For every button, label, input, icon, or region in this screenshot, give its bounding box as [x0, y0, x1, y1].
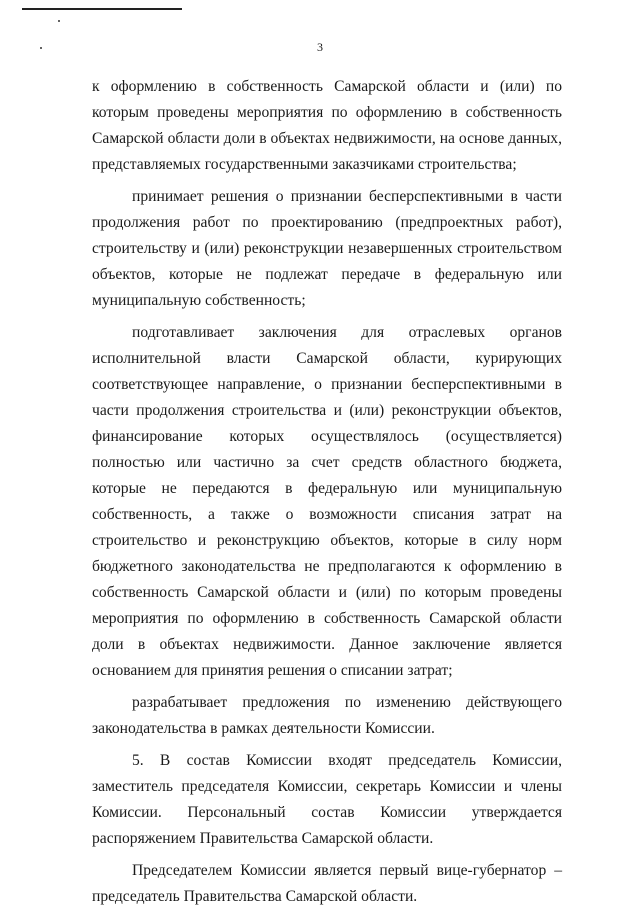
paragraph-composition: 5. В состав Комиссии входят председатель Комиссии, заместитель председателя Комиссии, секретарь Комиссии и члены Комиссии. Персональный состав Комиссии утверждается распоряжением Правительства Самарской области. — [92, 752, 562, 847]
scan-artifact-line — [22, 8, 182, 10]
paragraph-proposals: разрабатывает предложения по изменению действующего законодательства в рамках деятельности Комиссии. — [92, 694, 562, 737]
document-body — [92, 74, 562, 916]
paragraph-conclusions: подготавливает заключения для отраслевых органов исполнительной власти Самарской области, курирующих соответствующее направление, о признании бесперспективными в части продолжения строительства и (или) реконструкции объектов, финансирование которых осуществлялось (осуществляется) полностью или частично за счет средств областного бюджета, которые не передаются в федеральную или муниципальную собственность, а также о возможности списания затрат на строительство и реконструкцию объектов, которые в силу норм бюджетного законодательства не предполагаются к оформлению в собственность Самарской области и (или) по которым проведены мероприятия по оформлению в собственность Самарской области доли в объектах недвижимости. Данное заключение является основанием для принятия решения о списании затрат; — [92, 324, 562, 679]
page-number: 3 — [317, 40, 323, 54]
paragraph-chairman: Председателем Комиссии является первый вице-губернатор – председатель Правительства Самарской области. — [92, 862, 562, 905]
paragraph-continuation: к оформлению в собственность Самарской области и (или) по которым проведены мероприятия по оформлению в собственность Самарской области доли в объектах недвижимости, на основе данных, представляемых государственными заказчиками строительства; — [92, 78, 562, 173]
scan-speck — [58, 20, 60, 22]
paragraph-decisions: принимает решения о признании бесперспективными в части продолжения работ по проектированию (предпроектных работ), строительству и (или) реконструкции незавершенных строительством объектов, которые не подлежат передаче в федеральную или муниципальную собственность; — [92, 188, 562, 309]
